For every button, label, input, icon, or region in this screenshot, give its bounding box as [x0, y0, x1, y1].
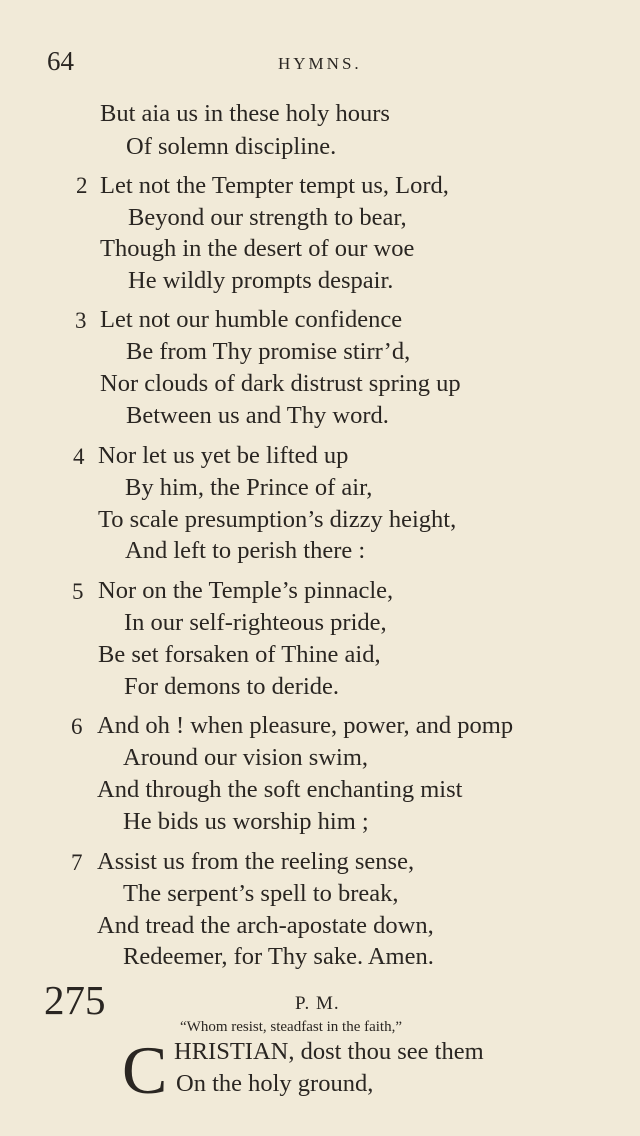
hymn-number: 275: [44, 977, 106, 1023]
verse-line: To scale presumption’s dizzy height,: [98, 506, 457, 533]
epigraph: “Whom resist, steadfast in the faith,”: [180, 1019, 403, 1035]
verse-line: Be set forsaken of Thine aid,: [98, 641, 381, 668]
verse-number: 6: [71, 714, 83, 739]
verse-line: But aia us in these holy hours: [100, 100, 390, 127]
verse-number: 5: [72, 579, 84, 604]
verse-line: Around our vision swim,: [123, 744, 368, 771]
verse-line: Assist us from the reeling sense,: [97, 848, 415, 875]
hymn-second-line: On the holy ground,: [176, 1070, 374, 1097]
verse-line: Beyond our strength to bear,: [128, 204, 407, 231]
running-head: HYMNS.: [278, 54, 362, 73]
meter-label: P. M.: [295, 993, 340, 1014]
verse-line: By him, the Prince of air,: [125, 474, 373, 501]
verse-number: 7: [71, 850, 83, 875]
verse-line: Though in the desert of our woe: [100, 235, 415, 262]
drop-cap: C: [122, 1032, 168, 1108]
hymn-first-line: HRISTIAN, dost thou see them: [174, 1038, 484, 1065]
verse-line: Between us and Thy word.: [126, 402, 389, 429]
verse-line: And tread the arch-apostate down,: [97, 912, 434, 939]
verse-line: Let not the Tempter tempt us, Lord,: [100, 172, 449, 199]
verse-number: 3: [75, 308, 87, 333]
verse-line: In our self-righteous pride,: [124, 609, 387, 636]
verse-line: Nor clouds of dark distrust spring up: [100, 370, 461, 397]
verse-line: Let not our humble confidence: [100, 306, 403, 333]
page-number: 64: [47, 46, 74, 76]
verse-line: And left to perish there :: [125, 537, 366, 564]
verse-line: And through the soft enchanting mist: [97, 776, 463, 803]
verse-number: 2: [76, 173, 88, 198]
verse-line: The serpent’s spell to break,: [123, 880, 399, 907]
verse-line: Be from Thy promise stirr’d,: [126, 338, 411, 365]
verse-line: Nor on the Temple’s pinnacle,: [98, 577, 394, 604]
verse-line: Of solemn discipline.: [126, 133, 337, 160]
verse-line: Nor let us yet be lifted up: [98, 442, 349, 469]
verse-line: Redeemer, for Thy sake. Amen.: [123, 943, 434, 970]
verse-number: 4: [73, 444, 85, 469]
verse-line: He wildly prompts despair.: [128, 267, 394, 294]
verse-line: And oh ! when pleasure, power, and pomp: [97, 712, 514, 739]
verse-line: He bids us worship him ;: [123, 808, 369, 835]
verse-line: For demons to deride.: [124, 673, 340, 700]
